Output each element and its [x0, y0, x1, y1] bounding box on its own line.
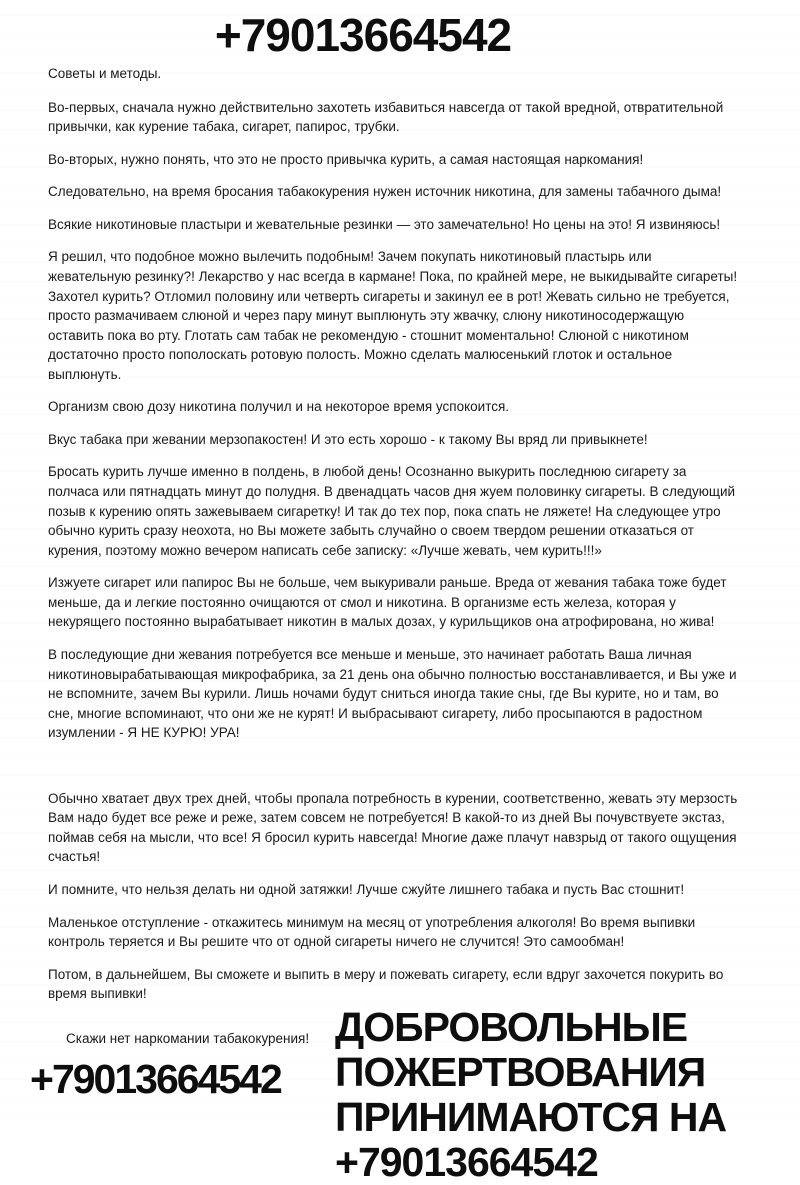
- top-phone-number: +79013664542: [214, 9, 512, 61]
- donation-phone-number: +79013664542: [335, 1139, 598, 1185]
- donation-line: ПРИНИМАЮТСЯ НА: [335, 1094, 727, 1140]
- donation-notice: [335, 1005, 726, 1185]
- document-body: [48, 98, 738, 1004]
- donation-line: ДОБРОВОЛЬНЫЕ: [335, 1003, 688, 1050]
- footer-left-phone-number: +79013664542: [30, 1056, 281, 1103]
- paragraph: Потом, в дальнейшем, Вы сможете и выпить в меру и пожевать сигарету, если вдруг захочется покурить во время выпивки!: [48, 966, 724, 1002]
- paragraph: Бросать курить лучше именно в полдень, в любой день! Осознанно выкурить последнюю сигарету за полчаса или пятнадцать минут до полудня. В двенадцать часов дня жуем половинку сигареты. В следующий позыв к курению опять зажевываем сигаретку! И так до тех пор, пока спать не ляжете! На следующее утро обычно курить сразу неохота, но Вы можете забыть случайно о своем твердом решении отказаться от курения, поэтому можно вечером написать себе записку: «Лучше жевать, чем курить!!!»: [48, 464, 736, 558]
- paragraph: Следовательно, на время бросания табакокурения нужен источник никотина, для замены табачного дыма!: [48, 184, 722, 200]
- paragraph: Изжуете сигарет или папирос Вы не больше, чем выкуривали раньше. Вреда от жевания табака тоже будет меньше, да и легкие постоянно очищаются от смол и никотина. В организме есть железа, которая у некурящего постоянно вырабатывает никотин в малых дозах, у курильщиков она атрофирована, но жива!: [48, 575, 727, 630]
- paragraph: Организм свою дозу никотина получил и на некоторое время успокоится.: [48, 399, 510, 415]
- page-title: Советы и методы.: [48, 66, 162, 81]
- paragraph: Всякие никотиновые пластыри и жевательные резинки — это замечательно! Но цены на это! Я извиняюсь!: [48, 216, 721, 232]
- footer-left-column: [30, 1017, 325, 1104]
- paragraph: Вкус табака при жевании мерзопакостен! И это есть хорошо - к такому Вы вряд ли привыкнете!: [48, 431, 648, 447]
- paragraph: И помните, что нельзя делать ни одной затяжки! Лучше сжуйте лишнего табака и пусть Вас стошнит!: [48, 882, 685, 897]
- paragraph: Во-вторых, нужно понять, что это не просто привычка курить, а самая настоящая наркомания!: [48, 151, 644, 167]
- footer: [30, 1003, 738, 1185]
- paragraph: Маленькое отступление - откажитесь минимум на месяц от употребления алкоголя! Во время выпивки контроль теряется и Вы решите что от одной сигареты ничего не случится! Это самообман!: [48, 914, 696, 950]
- footer-slogan: Скажи нет наркомании табакокурения!: [66, 1030, 310, 1046]
- paragraph: В последующие дни жевания потребуется все меньше и меньше, это начинает работать Ваша личная никотиновырабатывающая микрофабрика, за 21 день она обычно полностью восстанавливается, и Вы уже и не вспомните, зачем Вы курили. Лишь ночами будут сниться иногда такие сны, где Вы курите, но и там, во сне, многие вспоминают, что они же не курят! И выбрасывают сигарету, либо просыпаются в радостном изумлении - Я НЕ КУРЮ! УРА!: [48, 646, 737, 741]
- paragraph: Я решил, что подобное можно вылечить подобным! Зачем покупать никотиновый пластырь или жевательную резинку?! Лекарство у нас всегда в кармане! Пока, по крайней мере, не выкидывайте сигареты! Захотел курить? Отломил половину или четверть сигареты и закинул ее в рот! Жевать сильно не требуется, просто размачиваем слюной и через пару минут выплюнуть эту жвачку, слюну никотиносодержащую оставить пока во рту. Глотать сам табак не рекомендую - стошнит моментально! Слюной с никотином достаточно просто пополоскать ротовую полость. Можно сделать малюсенький глоток и остальное выплюнуть.: [48, 249, 738, 382]
- paragraph: Во-первых, сначала нужно действительно захотеть избавиться навсегда от такой вредной, отвратительной привычки, как курение табака, сигарет, папирос, трубки.: [48, 99, 724, 135]
- donation-line: ПОЖЕРТВОВАНИЯ: [335, 1048, 706, 1095]
- paragraph: Обычно хватает двух трех дней, чтобы пропала потребность в курении, соответственно, жевать эту мерзость Вам надо будет все реже и реже, затем совсем не потребуется! В какой-то из дней Вы почувствуете экстаз, поймав себя на мысли, что все! Я бросил курить навсегда! Многие даже плачут навзрыд от такого ощущения счастья!: [48, 790, 738, 865]
